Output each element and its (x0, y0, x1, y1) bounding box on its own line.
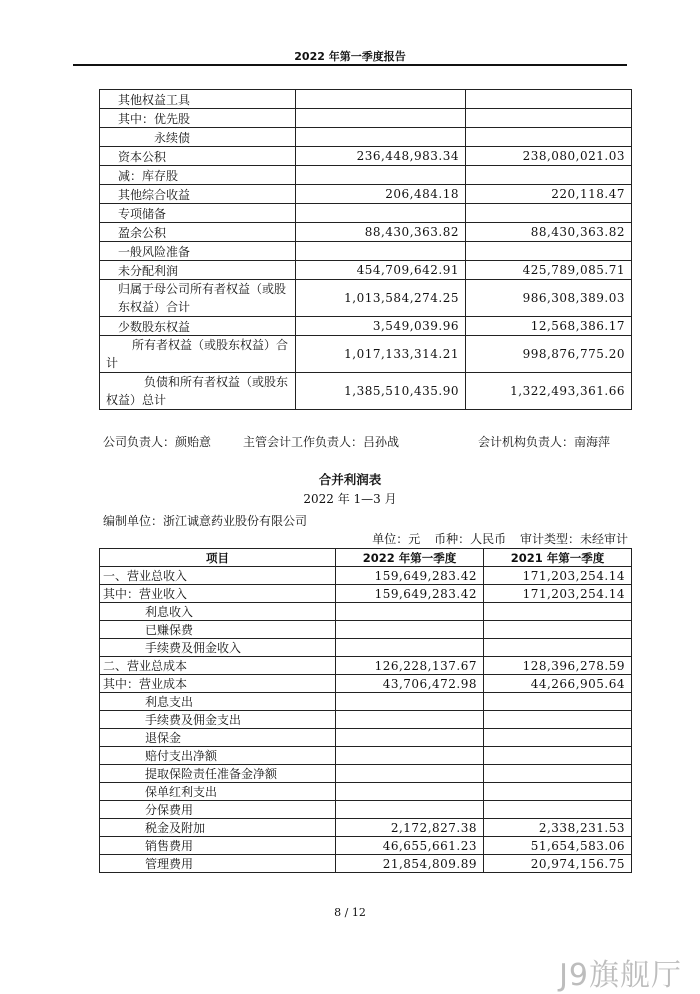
value-prior (466, 166, 632, 185)
value-prior (466, 90, 632, 109)
table-row (100, 801, 632, 819)
watermark: J9旗舰厅 (559, 958, 682, 993)
value-current: 3,549,039.96 (296, 317, 466, 336)
value-prior: 128,396,278.59 (484, 657, 632, 675)
table-row (100, 783, 632, 801)
row-label: 所有者权益（或股东权益）合计 (100, 336, 296, 373)
accounting-org-head: 会计机构负责人：南海萍 (478, 435, 611, 449)
value-current (336, 783, 484, 801)
value-current (336, 621, 484, 639)
table-row (100, 855, 632, 873)
row-label: 利息收入 (100, 603, 336, 621)
value-current (336, 693, 484, 711)
table-row (100, 585, 632, 603)
value-current (336, 639, 484, 657)
table-row (100, 373, 632, 410)
column-header-item: 项目 (100, 549, 336, 567)
row-label: 已赚保费 (100, 621, 336, 639)
row-label: 负债和所有者权益（或股东权益）总计 (100, 373, 296, 410)
table-row (100, 336, 632, 373)
row-label: 赔付支出净额 (100, 747, 336, 765)
audit-type-label: 审计类型：未经审计 (519, 532, 628, 546)
table-row (100, 109, 632, 128)
table-row (100, 90, 632, 109)
value-current (336, 765, 484, 783)
value-current: 236,448,983.34 (296, 147, 466, 166)
column-header-prior: 2021 年第一季度 (484, 549, 632, 567)
value-current (296, 242, 466, 261)
table-row (100, 223, 632, 242)
row-label: 归属于母公司所有者权益（或股东权益）合计 (100, 280, 296, 317)
row-label: 税金及附加 (100, 819, 336, 837)
value-current: 206,484.18 (296, 185, 466, 204)
value-prior: 44,266,905.64 (484, 675, 632, 693)
row-label: 一般风险准备 (100, 242, 296, 261)
value-current: 21,854,809.89 (336, 855, 484, 873)
value-prior: 51,654,583.06 (484, 837, 632, 855)
value-prior (484, 783, 632, 801)
table-row (100, 837, 632, 855)
value-prior (484, 801, 632, 819)
row-label: 保单红利支出 (100, 783, 336, 801)
table-row (100, 261, 632, 280)
value-current (336, 747, 484, 765)
table-row (100, 567, 632, 585)
table-header-row (100, 549, 632, 567)
row-label: 销售费用 (100, 837, 336, 855)
value-prior: 2,338,231.53 (484, 819, 632, 837)
value-current (336, 711, 484, 729)
table-row (100, 204, 632, 223)
row-label: 盈余公积 (100, 223, 296, 242)
value-prior (484, 603, 632, 621)
row-label: 未分配利润 (100, 261, 296, 280)
value-prior: 425,789,085.71 (466, 261, 632, 280)
table-row (100, 621, 632, 639)
income-statement-table (99, 548, 632, 873)
table-row (100, 657, 632, 675)
table-row (100, 147, 632, 166)
table-row (100, 693, 632, 711)
row-label: 管理费用 (100, 855, 336, 873)
value-prior (466, 204, 632, 223)
value-current: 88,430,363.82 (296, 223, 466, 242)
income-statement-title: 合并利润表 (318, 472, 382, 487)
value-current (336, 603, 484, 621)
table-row (100, 711, 632, 729)
value-current (296, 128, 466, 147)
value-current: 159,649,283.42 (336, 567, 484, 585)
value-prior (466, 128, 632, 147)
table-row (100, 639, 632, 657)
value-prior (484, 729, 632, 747)
table-row (100, 166, 632, 185)
value-current: 1,013,584,274.25 (296, 280, 466, 317)
value-current: 46,655,661.23 (336, 837, 484, 855)
row-label: 其中：营业成本 (100, 675, 336, 693)
value-prior (484, 711, 632, 729)
column-header-current: 2022 年第一季度 (336, 549, 484, 567)
table-row (100, 747, 632, 765)
value-prior: 1,322,493,361.66 (466, 373, 632, 410)
value-current (336, 729, 484, 747)
row-label: 减：库存股 (100, 166, 296, 185)
row-label: 手续费及佣金收入 (100, 639, 336, 657)
unit-label: 单位：元 (372, 532, 421, 546)
table-row (100, 819, 632, 837)
report-header-title: 2022 年第一季度报告 (294, 50, 406, 63)
row-label: 其中：营业收入 (100, 585, 336, 603)
value-prior: 20,974,156.75 (484, 855, 632, 873)
value-current (296, 166, 466, 185)
value-current: 454,709,642.91 (296, 261, 466, 280)
row-label: 其中：优先股 (100, 109, 296, 128)
table-row (100, 128, 632, 147)
row-label: 其他综合收益 (100, 185, 296, 204)
preparer: 编制单位：浙江诚意药业股份有限公司 (103, 514, 308, 528)
value-prior (484, 693, 632, 711)
value-current: 1,385,510,435.90 (296, 373, 466, 410)
accounting-head: 主管会计工作负责人：吕孙战 (243, 435, 400, 449)
statement-meta (362, 530, 628, 547)
value-current: 159,649,283.42 (336, 585, 484, 603)
row-label: 手续费及佣金支出 (100, 711, 336, 729)
value-current (296, 90, 466, 109)
page-number: 8 / 12 (334, 906, 366, 919)
value-prior: 171,203,254.14 (484, 585, 632, 603)
value-current: 2,172,827.38 (336, 819, 484, 837)
table-row (100, 765, 632, 783)
company-head: 公司负责人：颜贻意 (103, 435, 212, 449)
value-current: 126,228,137.67 (336, 657, 484, 675)
table-row (100, 242, 632, 261)
row-label: 永续债 (100, 128, 296, 147)
value-current (296, 204, 466, 223)
row-label: 资本公积 (100, 147, 296, 166)
row-label: 二、营业总成本 (100, 657, 336, 675)
row-label: 其他权益工具 (100, 90, 296, 109)
value-prior: 986,308,389.03 (466, 280, 632, 317)
row-label: 提取保险责任准备金净额 (100, 765, 336, 783)
value-prior (484, 747, 632, 765)
row-label: 少数股东权益 (100, 317, 296, 336)
income-statement-period: 2022 年 1—3 月 (303, 492, 397, 506)
row-label: 专项储备 (100, 204, 296, 223)
row-label: 分保费用 (100, 801, 336, 819)
value-prior (484, 765, 632, 783)
row-label: 退保金 (100, 729, 336, 747)
value-current: 1,017,133,314.21 (296, 336, 466, 373)
currency-label: 币种：人民币 (434, 532, 507, 546)
table-row (100, 317, 632, 336)
row-label: 一、营业总收入 (100, 567, 336, 585)
value-current: 43,706,472.98 (336, 675, 484, 693)
table-row (100, 729, 632, 747)
value-prior: 998,876,775.20 (466, 336, 632, 373)
value-current (296, 109, 466, 128)
value-prior: 88,430,363.82 (466, 223, 632, 242)
header-divider (73, 64, 627, 66)
value-current (336, 801, 484, 819)
value-prior: 12,568,386.17 (466, 317, 632, 336)
table-row (100, 603, 632, 621)
table-row (100, 185, 632, 204)
value-prior: 220,118.47 (466, 185, 632, 204)
table-row (100, 280, 632, 317)
row-label: 利息支出 (100, 693, 336, 711)
value-prior (484, 621, 632, 639)
value-prior (466, 109, 632, 128)
table-row (100, 675, 632, 693)
value-prior (484, 639, 632, 657)
balance-sheet-table (99, 89, 632, 410)
value-prior: 171,203,254.14 (484, 567, 632, 585)
value-prior: 238,080,021.03 (466, 147, 632, 166)
value-prior (466, 242, 632, 261)
